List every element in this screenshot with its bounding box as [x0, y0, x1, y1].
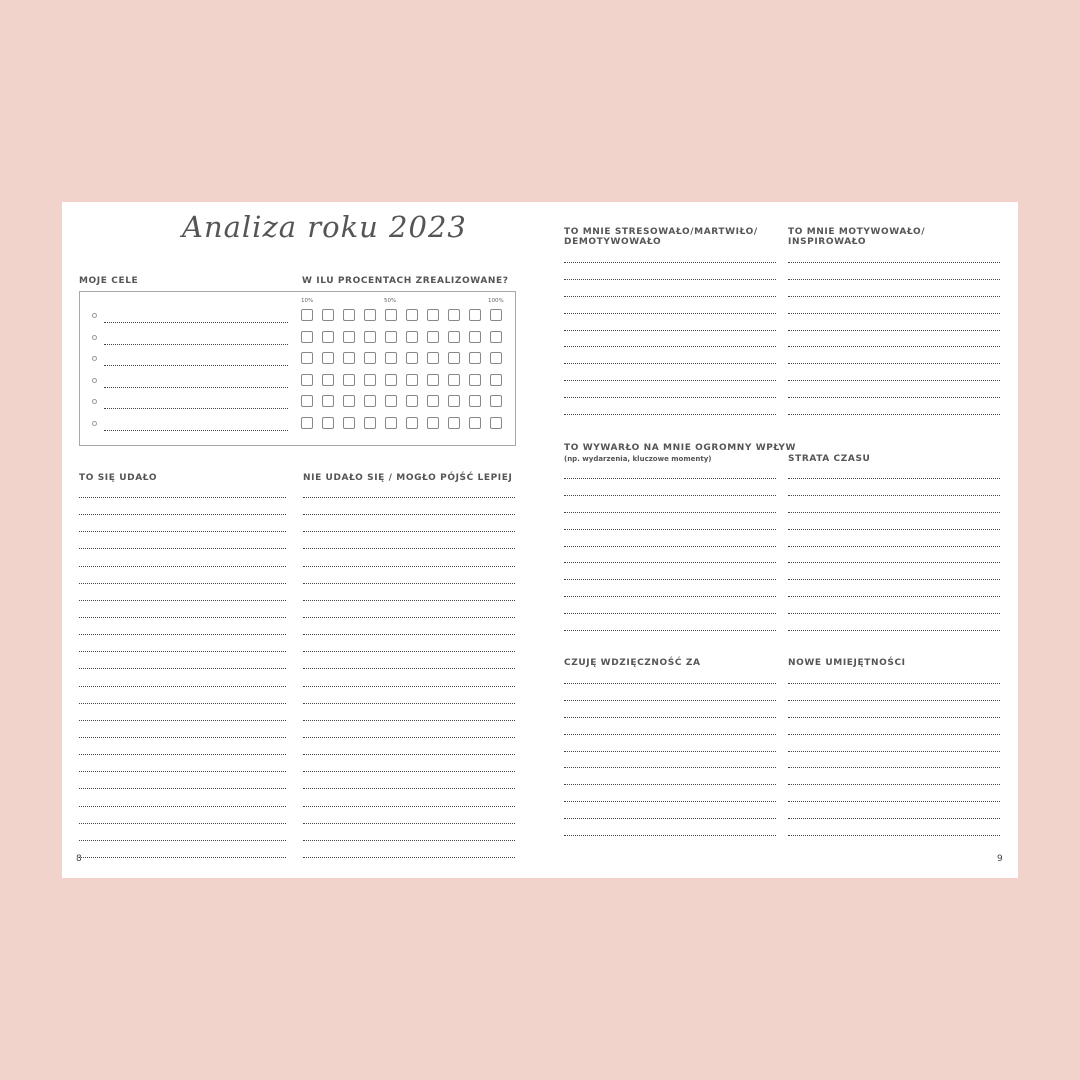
scale-mid-label: 50%	[384, 298, 397, 304]
percent-checkbox[interactable]	[448, 352, 460, 364]
writing-line[interactable]	[79, 668, 286, 669]
writing-line[interactable]	[788, 579, 1000, 580]
success-label: TO SIĘ UDAŁO	[79, 473, 158, 483]
writing-line[interactable]	[564, 596, 776, 597]
percent-checkbox[interactable]	[427, 395, 439, 407]
percent-checkbox[interactable]	[490, 374, 502, 386]
writing-line[interactable]	[79, 497, 286, 498]
percent-checkbox[interactable]	[385, 374, 397, 386]
percent-checkbox[interactable]	[427, 331, 439, 343]
goals-box	[79, 291, 516, 446]
percent-checkbox[interactable]	[469, 331, 481, 343]
percent-checkbox[interactable]	[301, 309, 313, 321]
writing-line[interactable]	[303, 651, 515, 652]
writing-line[interactable]	[788, 683, 1000, 684]
writing-line[interactable]	[564, 751, 776, 752]
percent-checkbox[interactable]	[301, 352, 313, 364]
writing-line[interactable]	[79, 720, 286, 721]
percent-checkbox[interactable]	[469, 309, 481, 321]
percent-checkbox[interactable]	[385, 352, 397, 364]
writing-line[interactable]	[788, 562, 1000, 563]
scale-end-label: 100%	[488, 298, 504, 304]
percent-checkbox[interactable]	[490, 331, 502, 343]
writing-line[interactable]	[788, 495, 1000, 496]
percent-checkbox[interactable]	[364, 331, 376, 343]
writing-line[interactable]	[79, 840, 286, 841]
writing-line[interactable]	[564, 835, 776, 836]
percent-checkbox[interactable]	[364, 309, 376, 321]
writing-line[interactable]	[788, 818, 1000, 819]
writing-line[interactable]	[79, 634, 286, 635]
percent-checkbox[interactable]	[343, 374, 355, 386]
writing-line[interactable]	[79, 617, 286, 618]
percent-checkbox[interactable]	[448, 309, 460, 321]
writing-line[interactable]	[788, 478, 1000, 479]
percent-checkbox[interactable]	[427, 352, 439, 364]
writing-line[interactable]	[788, 835, 1000, 836]
goal-line[interactable]	[104, 430, 288, 431]
percent-checkbox[interactable]	[406, 352, 418, 364]
writing-line[interactable]	[788, 630, 1000, 631]
writing-line[interactable]	[788, 801, 1000, 802]
writing-line[interactable]	[788, 512, 1000, 513]
writing-line[interactable]	[303, 857, 515, 858]
percent-checkbox[interactable]	[469, 352, 481, 364]
motivation-label-line-1: TO MNIE MOTYWOWAŁO/	[788, 227, 926, 237]
impact-sublabel: (np. wydarzenia, kluczowe momenty)	[564, 455, 712, 463]
percent-checkbox[interactable]	[427, 309, 439, 321]
percent-checkbox[interactable]	[490, 417, 502, 429]
goal-bullet-icon	[92, 313, 97, 318]
page-number-left: 8	[76, 854, 82, 864]
writing-line[interactable]	[788, 613, 1000, 614]
percent-checkbox[interactable]	[343, 417, 355, 429]
writing-line[interactable]	[79, 686, 286, 687]
percent-checkbox[interactable]	[469, 417, 481, 429]
writing-line[interactable]	[788, 546, 1000, 547]
writing-line[interactable]	[788, 363, 1000, 364]
writing-line[interactable]	[788, 717, 1000, 718]
percent-label: W ILU PROCENTACH ZREALIZOWANE?	[302, 276, 509, 286]
goal-bullet-icon	[92, 335, 97, 340]
writing-line[interactable]	[788, 751, 1000, 752]
writing-line[interactable]	[303, 806, 515, 807]
writing-line[interactable]	[303, 703, 515, 704]
scale-start-label: 10%	[301, 298, 314, 304]
writing-line[interactable]	[79, 548, 286, 549]
writing-line[interactable]	[564, 784, 776, 785]
writing-line[interactable]	[79, 600, 286, 601]
writing-line[interactable]	[303, 823, 515, 824]
writing-line[interactable]	[303, 583, 515, 584]
writing-line[interactable]	[564, 380, 776, 381]
writing-line[interactable]	[564, 296, 776, 297]
percent-checkbox[interactable]	[343, 352, 355, 364]
writing-line[interactable]	[564, 313, 776, 314]
percent-checkbox[interactable]	[469, 395, 481, 407]
writing-line[interactable]	[788, 279, 1000, 280]
stress-label-line-1: TO MNIE STRESOWAŁO/MARTWIŁO/	[564, 227, 758, 237]
writing-line[interactable]	[788, 529, 1000, 530]
writing-line[interactable]	[564, 397, 776, 398]
percent-checkbox[interactable]	[448, 374, 460, 386]
writing-line[interactable]	[564, 630, 776, 631]
percent-checkbox[interactable]	[427, 417, 439, 429]
writing-line[interactable]	[564, 546, 776, 547]
writing-line[interactable]	[564, 512, 776, 513]
percent-checkbox[interactable]	[448, 417, 460, 429]
writing-line[interactable]	[303, 840, 515, 841]
writing-line[interactable]	[788, 596, 1000, 597]
writing-line[interactable]	[79, 823, 286, 824]
writing-line[interactable]	[303, 720, 515, 721]
goal-bullet-icon	[92, 421, 97, 426]
percent-checkbox[interactable]	[364, 352, 376, 364]
page-title: Analiza roku 2023	[182, 210, 467, 244]
writing-line[interactable]	[303, 737, 515, 738]
percent-checkbox[interactable]	[448, 395, 460, 407]
writing-line[interactable]	[788, 330, 1000, 331]
writing-line[interactable]	[564, 613, 776, 614]
success-lines[interactable]	[79, 497, 286, 857]
percent-checkbox[interactable]	[343, 395, 355, 407]
writing-line[interactable]	[303, 634, 515, 635]
percent-checkbox[interactable]	[322, 374, 334, 386]
writing-line[interactable]	[79, 806, 286, 807]
writing-line[interactable]	[564, 734, 776, 735]
goal-bullet-icon	[92, 399, 97, 404]
percent-checkbox[interactable]	[343, 309, 355, 321]
writing-line[interactable]	[303, 617, 515, 618]
writing-line[interactable]	[564, 279, 776, 280]
motivation-lines[interactable]	[788, 262, 1000, 414]
writing-line[interactable]	[788, 380, 1000, 381]
percent-checkbox[interactable]	[406, 417, 418, 429]
writing-line[interactable]	[564, 579, 776, 580]
percent-checkbox[interactable]	[406, 309, 418, 321]
writing-line[interactable]	[79, 771, 286, 772]
writing-line[interactable]	[79, 857, 286, 858]
writing-line[interactable]	[303, 548, 515, 549]
writing-line[interactable]	[79, 737, 286, 738]
writing-line[interactable]	[564, 346, 776, 347]
writing-line[interactable]	[788, 262, 1000, 263]
failure-lines[interactable]	[303, 497, 515, 857]
goal-bullet-icon	[92, 356, 97, 361]
percent-checkbox[interactable]	[490, 395, 502, 407]
percent-checkbox[interactable]	[343, 331, 355, 343]
writing-line[interactable]	[788, 784, 1000, 785]
writing-line[interactable]	[564, 767, 776, 768]
percent-checkbox[interactable]	[364, 417, 376, 429]
percent-checkbox[interactable]	[469, 374, 481, 386]
percent-checkbox[interactable]	[364, 374, 376, 386]
skills-lines[interactable]	[788, 683, 1000, 835]
planner-spread	[62, 202, 1018, 878]
failure-label: NIE UDAŁO SIĘ / MOGŁO PÓJŚĆ LEPIEJ	[303, 473, 513, 483]
goal-bullet-icon	[92, 378, 97, 383]
writing-line[interactable]	[788, 346, 1000, 347]
percent-checkbox[interactable]	[322, 395, 334, 407]
percent-checkbox[interactable]	[406, 395, 418, 407]
gratitude-lines[interactable]	[564, 683, 776, 835]
goal-line[interactable]	[104, 365, 288, 366]
percent-checkbox[interactable]	[385, 417, 397, 429]
writing-line[interactable]	[79, 566, 286, 567]
writing-line[interactable]	[564, 818, 776, 819]
writing-line[interactable]	[79, 788, 286, 789]
writing-line[interactable]	[79, 754, 286, 755]
percent-checkbox[interactable]	[448, 331, 460, 343]
waste-label: STRATA CZASU	[788, 454, 871, 464]
writing-line[interactable]	[303, 531, 515, 532]
writing-line[interactable]	[303, 566, 515, 567]
writing-line[interactable]	[788, 414, 1000, 415]
gratitude-label: CZUJĘ WDZIĘCZNOŚĆ ZA	[564, 658, 701, 668]
writing-line[interactable]	[303, 514, 515, 515]
goal-line[interactable]	[104, 387, 288, 388]
writing-line[interactable]	[564, 801, 776, 802]
percent-checkbox[interactable]	[322, 352, 334, 364]
writing-line[interactable]	[303, 497, 515, 498]
motivation-label-line-2: INSPIROWAŁO	[788, 237, 867, 247]
percent-checkbox[interactable]	[406, 374, 418, 386]
goal-line[interactable]	[104, 408, 288, 409]
percent-checkbox[interactable]	[322, 309, 334, 321]
skills-label: NOWE UMIEJĘTNOŚCI	[788, 658, 906, 668]
goal-line[interactable]	[104, 322, 288, 323]
writing-line[interactable]	[788, 296, 1000, 297]
writing-line[interactable]	[303, 754, 515, 755]
writing-line[interactable]	[564, 717, 776, 718]
writing-line[interactable]	[788, 734, 1000, 735]
percent-checkbox[interactable]	[322, 417, 334, 429]
writing-line[interactable]	[564, 478, 776, 479]
stress-lines[interactable]	[564, 262, 776, 414]
writing-line[interactable]	[564, 529, 776, 530]
writing-line[interactable]	[564, 330, 776, 331]
writing-line[interactable]	[564, 700, 776, 701]
percent-checkbox[interactable]	[301, 417, 313, 429]
writing-line[interactable]	[79, 531, 286, 532]
stress-label	[564, 227, 758, 247]
writing-line[interactable]	[303, 668, 515, 669]
percent-checkbox[interactable]	[301, 395, 313, 407]
goal-line[interactable]	[104, 344, 288, 345]
writing-line[interactable]	[788, 397, 1000, 398]
writing-line[interactable]	[79, 583, 286, 584]
writing-line[interactable]	[564, 414, 776, 415]
percent-checkbox[interactable]	[385, 309, 397, 321]
writing-line[interactable]	[564, 562, 776, 563]
writing-line[interactable]	[303, 600, 515, 601]
percent-checkbox[interactable]	[406, 331, 418, 343]
waste-lines[interactable]	[788, 478, 1000, 630]
percent-checkbox[interactable]	[490, 352, 502, 364]
impact-label: TO WYWARŁO NA MNIE OGROMNY WPŁYW	[564, 443, 797, 453]
percent-checkbox[interactable]	[490, 309, 502, 321]
percent-checkbox[interactable]	[301, 331, 313, 343]
writing-line[interactable]	[564, 683, 776, 684]
page-number-right: 9	[997, 854, 1003, 864]
writing-line[interactable]	[788, 313, 1000, 314]
writing-line[interactable]	[79, 651, 286, 652]
motivation-label	[788, 227, 925, 247]
writing-line[interactable]	[303, 788, 515, 789]
goals-label: MOJE CELE	[79, 276, 139, 286]
writing-line[interactable]	[564, 363, 776, 364]
impact-lines[interactable]	[564, 478, 776, 630]
writing-line[interactable]	[788, 700, 1000, 701]
percent-checkbox[interactable]	[301, 374, 313, 386]
writing-line[interactable]	[788, 767, 1000, 768]
percent-checkbox[interactable]	[385, 395, 397, 407]
writing-line[interactable]	[79, 514, 286, 515]
writing-line[interactable]	[564, 495, 776, 496]
writing-line[interactable]	[79, 703, 286, 704]
writing-line[interactable]	[564, 262, 776, 263]
writing-line[interactable]	[303, 686, 515, 687]
writing-line[interactable]	[303, 771, 515, 772]
percent-checkbox[interactable]	[322, 331, 334, 343]
percent-checkbox[interactable]	[385, 331, 397, 343]
stress-label-line-2: DEMOTYWOWAŁO	[564, 237, 662, 247]
percent-checkbox[interactable]	[427, 374, 439, 386]
percent-checkbox[interactable]	[364, 395, 376, 407]
